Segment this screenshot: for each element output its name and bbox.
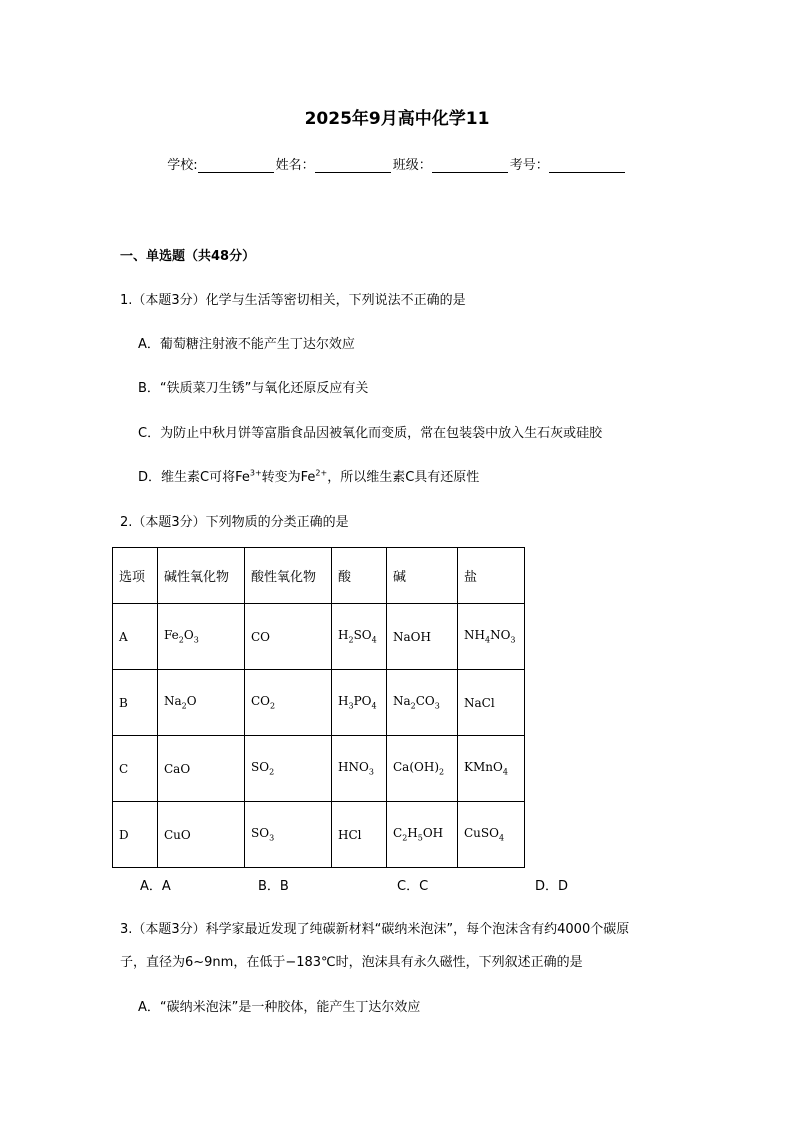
table-cell: A — [113, 604, 158, 670]
q1-d-pre: D．维生素C可将Fe — [138, 470, 250, 485]
table-cell: D — [113, 802, 158, 868]
name-field[interactable] — [315, 158, 391, 173]
table-cell: $Na_2CO_3$ — [387, 670, 458, 736]
q2-option-a: A．A — [140, 879, 171, 894]
q1-option-b: B．“铁质菜刀生锈”与氧化还原反应有关 — [138, 381, 369, 396]
q1-d-mid: 转变为Fe — [261, 470, 316, 485]
table-cell: CO — [245, 604, 332, 670]
table-cell: $HNO_3$ — [332, 736, 387, 802]
q1-option-d — [138, 466, 479, 485]
header-cell: 盐 — [458, 548, 525, 604]
table-cell: $Na_2O$ — [158, 670, 245, 736]
table-cell: HCl — [332, 802, 387, 868]
table-cell: B — [113, 670, 158, 736]
table-cell: $SO_2$ — [245, 736, 332, 802]
q3-stem-line1: 3.（本题3分）科学家最近发现了纯碳新材料“碳纳米泡沫”，每个泡沫含有约4000个碳原 — [120, 922, 630, 937]
header-cell: 碱 — [387, 548, 458, 604]
q2-stem: 2.（本题3分）下列物质的分类正确的是 — [120, 515, 349, 530]
table-cell: NaOH — [387, 604, 458, 670]
classification-table — [112, 547, 525, 868]
q3-option-a: A．“碳纳米泡沫”是一种胶体，能产生丁达尔效应 — [138, 1000, 421, 1015]
table-cell: $H_3PO_4$ — [332, 670, 387, 736]
table-header-row — [113, 548, 525, 604]
table-cell: $Fe_2O_3$ — [158, 604, 245, 670]
class-label: 班级： — [392, 158, 432, 173]
q1-d-sup1: 3+ — [249, 468, 262, 478]
table-cell: $CO_2$ — [245, 670, 332, 736]
student-info — [0, 154, 794, 173]
q1-option-a: A．葡萄糖注射液不能产生丁达尔效应 — [138, 337, 355, 352]
q1-stem: 1.（本题3分）化学与生活等密切相关，下列说法不正确的是 — [120, 293, 466, 308]
table-row — [113, 670, 525, 736]
table-cell: NaCl — [458, 670, 525, 736]
table-row — [113, 802, 525, 868]
header-cell: 碱性氧化物 — [158, 548, 245, 604]
table-cell: $SO_3$ — [245, 802, 332, 868]
q2-option-c: C．C — [397, 879, 429, 894]
table-cell: CaO — [158, 736, 245, 802]
table-cell: $C_2H_5OH$ — [387, 802, 458, 868]
table-cell: C — [113, 736, 158, 802]
section-heading: 一、单选题（共48分） — [120, 249, 256, 264]
class-field[interactable] — [432, 158, 508, 173]
exam-no-label: 考号： — [509, 158, 549, 173]
q2-option-b: B．B — [258, 879, 289, 894]
table-cell: $Ca(OH)_2$ — [387, 736, 458, 802]
table-cell: CuSO$_4$ — [458, 802, 525, 868]
header-cell: 酸性氧化物 — [245, 548, 332, 604]
q1-option-c: C．为防止中秋月饼等富脂食品因被氧化而变质，常在包装袋中放入生石灰或硅胶 — [138, 426, 603, 441]
page-title: 2025年9月高中化学11 — [304, 109, 490, 129]
table-row — [113, 604, 525, 670]
q1-d-sup2: 2+ — [315, 468, 328, 478]
q2-option-d: D．D — [535, 879, 569, 894]
table-cell: CuO — [158, 802, 245, 868]
school-field[interactable] — [198, 158, 274, 173]
table-row — [113, 736, 525, 802]
header-cell: 选项 — [113, 548, 158, 604]
q3-stem-line2: 子，直径为6~9nm，在低于−183℃时，泡沫具有永久磁性，下列叙述正确的是 — [120, 955, 583, 970]
table-cell: KMnO$_4$ — [458, 736, 525, 802]
exam-no-field[interactable] — [549, 158, 625, 173]
header-cell: 酸 — [332, 548, 387, 604]
table-cell: $H_2SO_4$ — [332, 604, 387, 670]
q1-d-post: ，所以维生素C具有还原性 — [327, 470, 480, 485]
school-label: 学校: — [167, 158, 198, 173]
table-cell: $NH_4NO_3$ — [458, 604, 525, 670]
name-label: 姓名： — [275, 158, 315, 173]
